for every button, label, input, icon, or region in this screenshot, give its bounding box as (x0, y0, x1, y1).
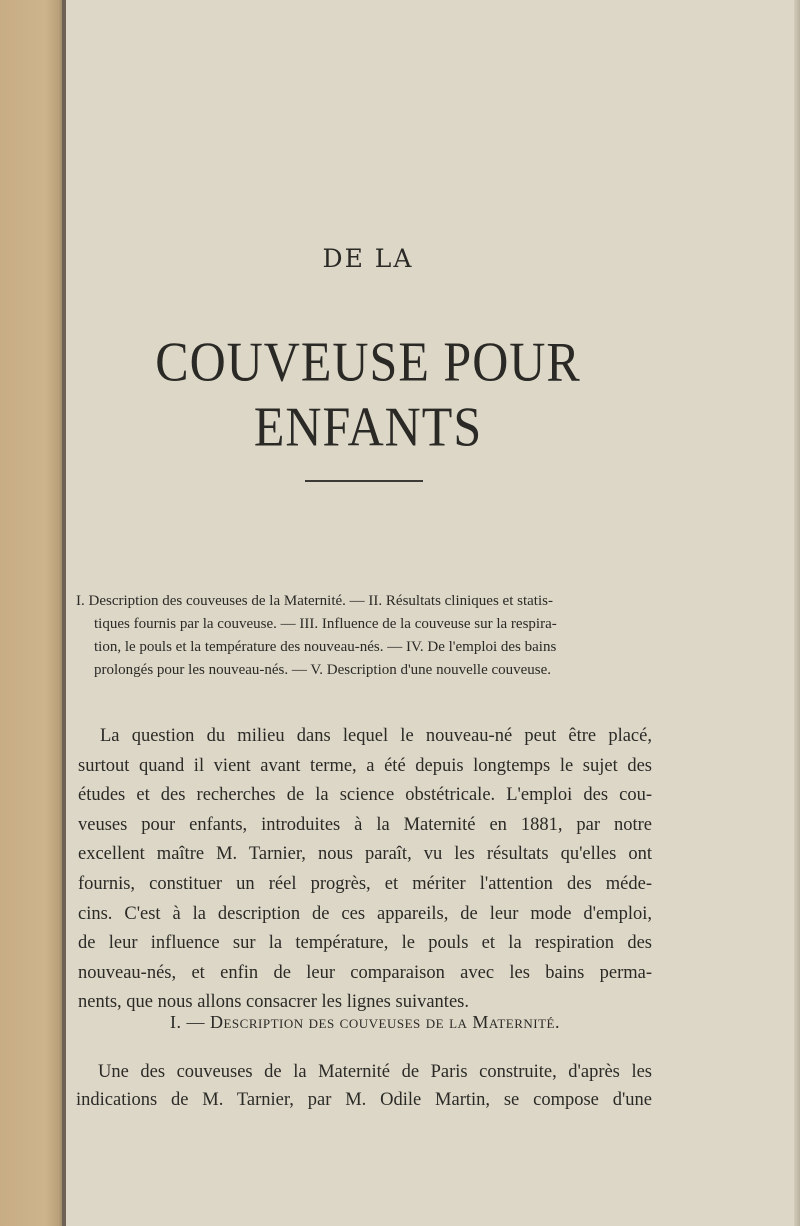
paragraph-intro (78, 722, 652, 1018)
paragraph-line: nents, que nous allons consacrer les lignes suivantes. (78, 992, 469, 1013)
paragraph-description (76, 1058, 652, 1114)
summary-line: prolongés pour les nouveau-nés. — V. Description d'une nouvelle couveuse. (94, 662, 552, 678)
paragraph-line: indications de M. Tarnier, par M. Odile Martin, se compose d'une (76, 1090, 652, 1110)
binding-edge (62, 0, 66, 1226)
section-heading (76, 1012, 654, 1033)
paragraph-line: La question du milieu dans lequel le nouveau-né peut être placé, (100, 726, 652, 746)
paragraph-line: cins. C'est à la description de ces appareils, de leur mode d'emploi, (78, 903, 652, 924)
summary-line: I. Description des couveuses de la Maternité. — II. Résultats cliniques et statis- (76, 593, 553, 609)
page-right-edge (794, 0, 800, 1226)
paragraph-line: veuses pour enfants, introduites à la Maternité en 1881, par notre (78, 814, 652, 835)
paragraph-line: études et des recherches de la science obstétricale. L'emploi des cou- (78, 785, 652, 806)
section-heading-text: I. — Description des couveuses de la Maternité. (170, 1012, 560, 1032)
title-divider (305, 480, 423, 482)
paragraph-line: surtout quand il vient avant terme, a été depuis longtemps le sujet des (78, 755, 652, 776)
book-binding (0, 0, 64, 1226)
paragraph-line: de leur influence sur la température, le pouls et la respiration des (78, 933, 652, 954)
chapter-summary (76, 590, 654, 682)
summary-line: tion, le pouls et la température des nouveau-nés. — IV. De l'emploi des bains (94, 639, 557, 655)
paragraph-line: excellent maître M. Tarnier, nous paraît, vu les résultats qu'elles ont (78, 844, 652, 865)
title-prefix: DE LA (322, 244, 414, 273)
paragraph-line: nouveau-nés, et enfin de leur comparaison avec les bains perma- (78, 962, 652, 983)
paragraph-line: fournis, constituer un réel progrès, et mériter l'attention des méde- (78, 873, 652, 894)
summary-line: tiques fournis par la couveuse. — III. Influence de la couveuse sur la respira- (94, 616, 557, 632)
page-title: COUVEUSE POUR ENFANTS (155, 330, 581, 458)
paragraph-line: Une des couveuses de la Maternité de Paris construite, d'après les (98, 1062, 652, 1082)
